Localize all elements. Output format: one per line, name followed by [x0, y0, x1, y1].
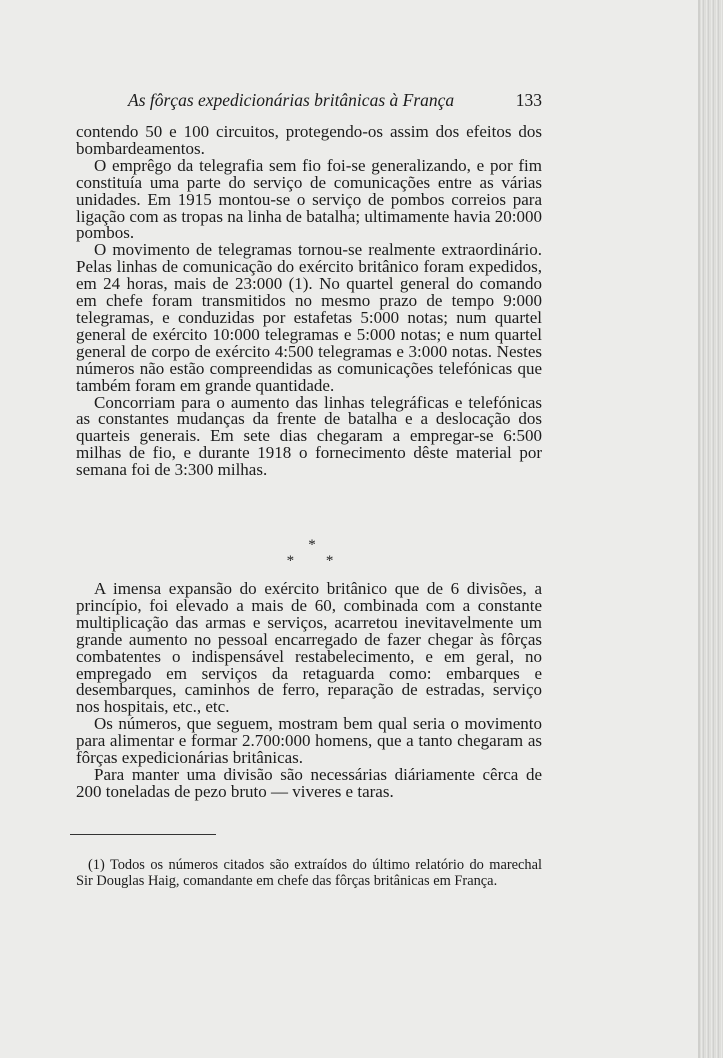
footnote-rule [70, 834, 216, 835]
page-number: 133 [515, 90, 542, 110]
paragraph-1: contendo 50 e 100 circuitos, protegendo-os assim dos efeitos dos bombardeamentos. [76, 122, 542, 158]
paragraph-2: O emprêgo da telegrafia sem fio foi-se generalizando, e por fim constituía uma parte do serviço de comunicações entre as várias unidades. Em 1915 montou-se o serviço de pombos correios para ligação com as tropas na linha de batalha; ultimamente havia 20:000 pombos. [76, 155, 542, 243]
running-title: As fôrças expedicionárias britânicas à França [128, 90, 455, 110]
footnote-text: (1) Todos os números citados são extraídos do último relatório do marechal Sir Douglas Haig, comandante em chefe das fôrças britânicas em França. [76, 857, 542, 889]
main-text [76, 124, 542, 479]
paragraph-3: O movimento de telegramas tornou-se realmente extraordinário. Pelas linhas de comunicação do exército britânico foram expedidos, em 24 horas, mais de 23:000 (1). No quartel general do comando em chefe foram transmitidos no mesmo prazo de tempo 9:000 telegramas, e conduzidas por estafetas 5:000 notas; num quartel general de exército 10:000 telegramas e 5:000 notas; e num quartel general de corpo de exército 4:500 telegramas e 3:000 notas. Nestes números não estão compreendidas as comunicações telefónicas que também foram em grande quantidade. [76, 240, 542, 395]
book-page-edges [700, 0, 723, 1058]
paragraph-5: A imensa expansão do exército britânico que de 6 divisões, a princípio, foi elevado a mais de 60, combinada com a constante multiplicação das armas e serviços, acarretou inevitavelmente um grande aumento no pessoal encarregado de fazer chegar às fôrças combatentes o indispensável restabelecimento, e em geral, no empregado em serviços da retaguarda como: embarques e desembarques, caminhos de ferro, reparação de estradas, serviço nos hospitais, etc., etc. [76, 579, 542, 717]
paragraph-6: Os números, que seguem, mostram bem qual seria o movimento para alimentar e formar 2.700:000 homens, que a tanto chegaram as fôrças expedicionárias britânicas. [76, 714, 542, 768]
main-text-section-2 [76, 581, 542, 801]
footnote [76, 858, 542, 889]
paragraph-4: Concorriam para o aumento das linhas telegráficas e telefónicas as constantes mudanças da frente de batalha e a deslocação dos quarteis generais. Em sete dias chegaram a empregar-se 6:500 milhas de fio, e durante 1918 o fornecimento dêste material por semana foi de 3:300 milhas. [76, 392, 542, 480]
paragraph-7: Para manter uma divisão são necessárias diáriamente cêrca de 200 toneladas de pezo bruto — viveres e taras. [76, 764, 542, 801]
separator-asterisks-bottom: * * [286, 553, 348, 569]
separator-asterisk-top: * [308, 537, 316, 553]
